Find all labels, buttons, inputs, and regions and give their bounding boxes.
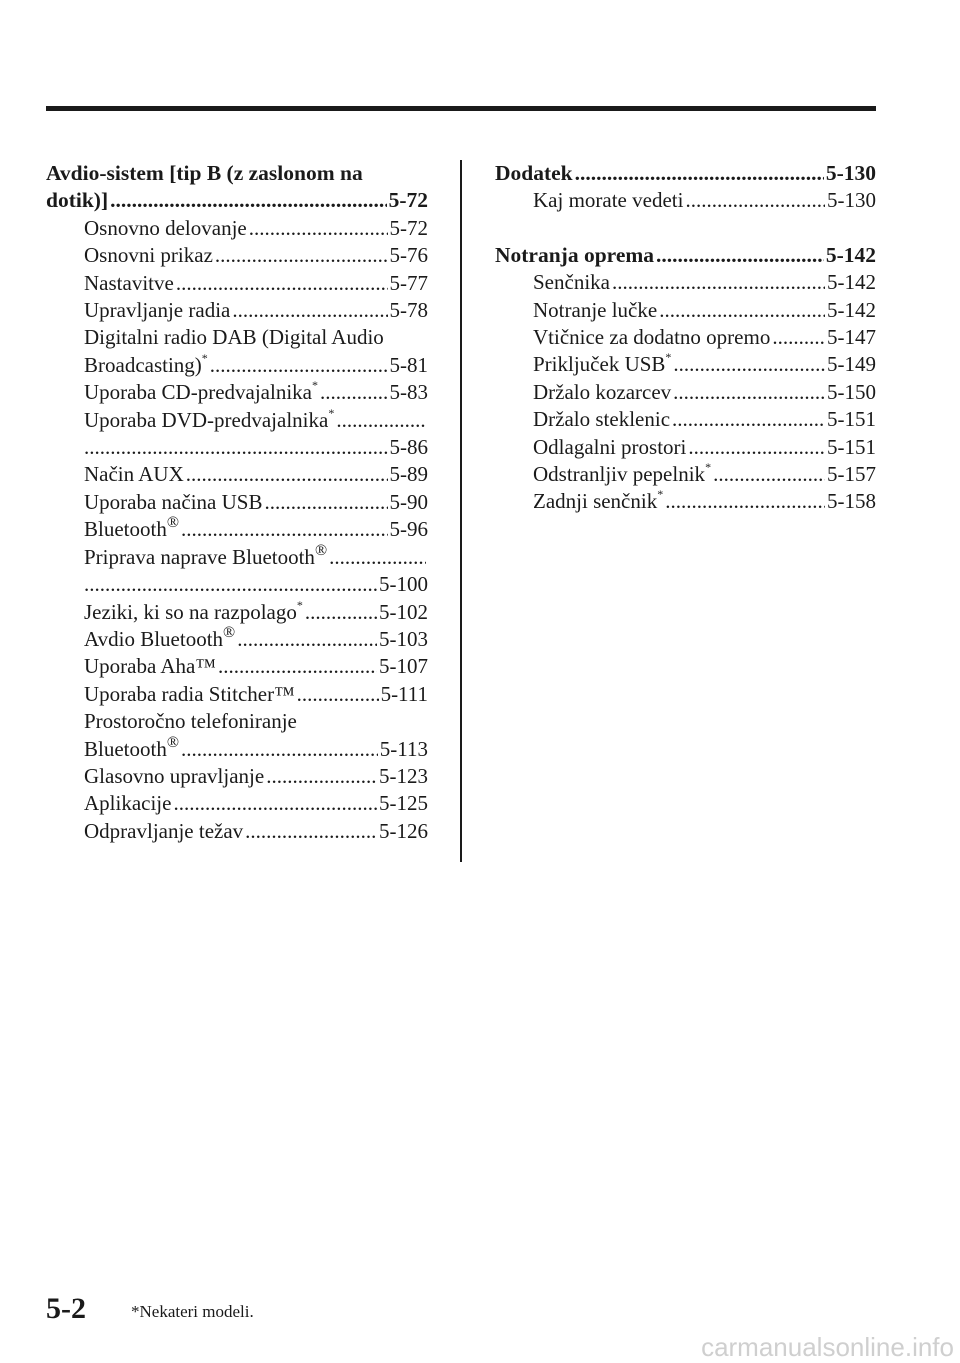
toc-page-number: 5-86 [389,435,428,460]
leader-dots [656,242,824,269]
toc-heading-text: dotik)] [46,188,109,213]
toc-entry [46,681,428,708]
toc-page-number: 5-125 [379,791,428,816]
section-gap [495,215,876,242]
toc-entry-text: Upravljanje radia [84,298,231,323]
toc-entry [495,297,876,324]
toc-page-number: 5-158 [827,489,876,514]
toc-page-number: 5-149 [827,352,876,377]
toc-page-number: 5-107 [379,654,428,679]
leader-dots [110,187,386,214]
toc-page-number: 5-111 [380,681,428,706]
leader-dots [266,763,377,790]
toc-page-number: 5-151 [827,407,876,432]
toc-page-number: 5-72 [389,215,428,240]
toc-entry [495,461,876,488]
toc-entry [46,489,428,516]
toc-entry-text: Način AUX [84,462,184,487]
toc-entry-text: Osnovno delovanje [84,215,247,240]
leader-dots [186,461,388,488]
toc-heading-dodatek [495,160,876,187]
leader-dots [665,488,825,515]
toc-heading-text: Notranja oprema [495,242,655,267]
toc-page-number: 5-142 [827,297,876,322]
toc-page-number: 5-100 [379,572,428,597]
toc-entry-text: Prostoročno telefoniranje [84,709,297,734]
toc-entry [46,461,428,488]
toc-entry-text: Priključek USB* [533,350,672,377]
toc-page-number: 5-142 [827,270,876,295]
toc-page-number: 5-96 [389,517,428,542]
registered-mark: ® [166,514,179,532]
toc-entry-text: Uporaba načina USB [84,489,263,514]
page-number: 5-2 [46,1292,86,1325]
leader-dots [173,790,377,817]
toc-entry-text: Bluetooth® [84,514,179,542]
leader-dots [772,324,825,351]
leader-dots [688,434,825,461]
toc-entry-text: Držalo kozarcev [533,379,672,404]
leader-dots [232,297,387,324]
toc-entry-text: Zadnji senčnik* [533,487,664,514]
toc-page-number: 5-90 [389,489,428,514]
leader-dots [249,215,388,242]
toc-entry [495,406,876,433]
asterisk-mark: * [657,487,664,502]
toc-page-number: 5-76 [389,243,428,268]
toc-heading-audio-system-cont [46,187,428,214]
leader-dots [264,489,387,516]
toc-entry-text: Odstranljiv pepelnik* [533,460,712,487]
toc-entry [46,324,428,351]
leader-dots [181,516,388,543]
registered-mark: ® [314,541,328,559]
toc-entry [46,297,428,324]
asterisk-mark: * [296,597,303,612]
toc-entry-text: Notranje lučke [533,297,658,322]
toc-entry-cont [46,352,428,379]
toc-entry [495,434,876,461]
toc-entry [46,708,428,735]
column-divider [460,160,462,862]
toc-entry-text: Odpravljanje težav [84,818,244,843]
leader-dots [612,269,825,296]
leader-dots [672,406,825,433]
toc-entry [495,187,876,214]
toc-entry-text: Broadcasting)* [84,350,208,377]
leader-dots [237,626,377,653]
toc-entry-text: Priprava naprave Bluetooth® [84,541,328,569]
toc-page-number: 5-126 [379,818,428,843]
asterisk-mark: * [312,378,318,393]
leader-dots [673,351,825,378]
leader-dots [181,736,378,763]
toc-page-number: 5-130 [827,188,876,213]
toc-page-number: 5-83 [389,380,428,405]
registered-mark: ® [166,733,179,751]
leader-dots [215,242,388,269]
toc-page-number: 5-81 [389,352,428,377]
toc-entry-cont [46,434,428,461]
toc-entry [495,379,876,406]
toc-entry [46,215,428,242]
toc-entry-text: Senčnika [533,270,610,295]
toc-entry-text: Avdio Bluetooth® [84,623,236,651]
toc-entry-cont [46,733,428,763]
toc-entry [46,516,428,543]
registered-mark: ® [223,623,236,641]
toc-page-number: 5-151 [827,434,876,459]
leader-dots [336,407,426,434]
toc-entry-text: Uporaba CD-predvajalnika* [84,378,318,405]
toc-page-number: 5-89 [389,462,428,487]
leader-dots [659,297,825,324]
toc-page-number: 5-77 [389,270,428,295]
toc-entry [46,379,428,406]
leader-dots [210,352,388,379]
toc-entry-text: Držalo steklenic [533,407,671,432]
toc-entry-text: Uporaba radia Stitcher™ [84,681,295,706]
leader-dots [84,571,377,598]
toc-entry-text: Jeziki, ki so na razpolago* [84,597,303,624]
toc-entry [495,488,876,515]
leader-dots [713,461,825,488]
toc-entry-text: Odlagalni prostori [533,434,687,459]
leader-dots [218,653,377,680]
leader-dots [329,544,426,571]
toc-page-number: 5-102 [379,599,428,624]
toc-page-number: 5-113 [379,736,428,761]
asterisk-mark: * [705,460,712,475]
toc-entry-text: Uporaba DVD-predvajalnika* [84,405,335,432]
toc-heading-text: Avdio-sistem [tip B (z zaslonom na [46,161,363,185]
leader-dots [176,270,388,297]
toc-heading-text: Dodatek [495,161,573,185]
toc-entry-text: Glasovno upravljanje [84,763,265,788]
toc-entry-text: Vtičnice za dodatno opremo [533,325,771,350]
toc-page-number: 5-150 [827,379,876,404]
toc-entry-text: Bluetooth® [84,733,179,761]
asterisk-mark: * [201,350,208,365]
watermark: carmanualsonline.info [701,1332,954,1362]
toc-entry [46,653,428,680]
leader-dots [685,187,825,214]
footnote: *Nekateri modeli. [131,1302,254,1321]
toc-page-number: 5-72 [388,188,428,213]
toc-page-number: 5-157 [827,462,876,487]
toc-page-number: 5-78 [389,298,428,323]
toc-entry [495,269,876,296]
leader-dots [84,434,388,461]
leader-dots [673,379,825,406]
header-rule [46,106,876,111]
leader-dots [245,818,377,845]
toc-page-number: 5-130 [825,161,876,185]
toc-left-column [46,160,428,845]
toc-entry [46,270,428,297]
toc-page-number: 5-123 [379,763,428,788]
toc-entry-text: Kaj morate vedeti [533,188,684,213]
toc-entry [495,324,876,351]
toc-entry [46,242,428,269]
toc-page-number: 5-147 [827,325,876,350]
toc-entry [46,763,428,790]
toc-page-number: 5-142 [825,242,876,267]
toc-entry [46,790,428,817]
leader-dots [305,599,377,626]
leader-dots [297,681,379,708]
asterisk-mark: * [328,405,335,420]
toc-entry-text: Nastavitve [84,270,174,295]
toc-entry-text: Osnovni prikaz [84,243,213,268]
leader-dots [575,160,824,187]
toc-entry [46,599,428,626]
toc-heading-audio-system [46,160,428,187]
toc-entry [46,623,428,653]
toc-entry-text: Aplikacije [84,791,172,816]
toc-entry [46,541,428,571]
toc-entry [495,351,876,378]
toc-right-column [495,160,876,516]
toc-heading-notranja-oprema [495,242,876,269]
toc-page-number: 5-103 [379,626,428,651]
toc-entry-text: Uporaba Aha™ [84,654,216,679]
toc-entry [46,407,428,434]
toc-entry-cont [46,571,428,598]
asterisk-mark: * [665,350,672,365]
leader-dots [320,379,388,406]
toc-entry-text: Digitalni radio DAB (Digital Audio [84,325,384,350]
toc-entry [46,818,428,845]
